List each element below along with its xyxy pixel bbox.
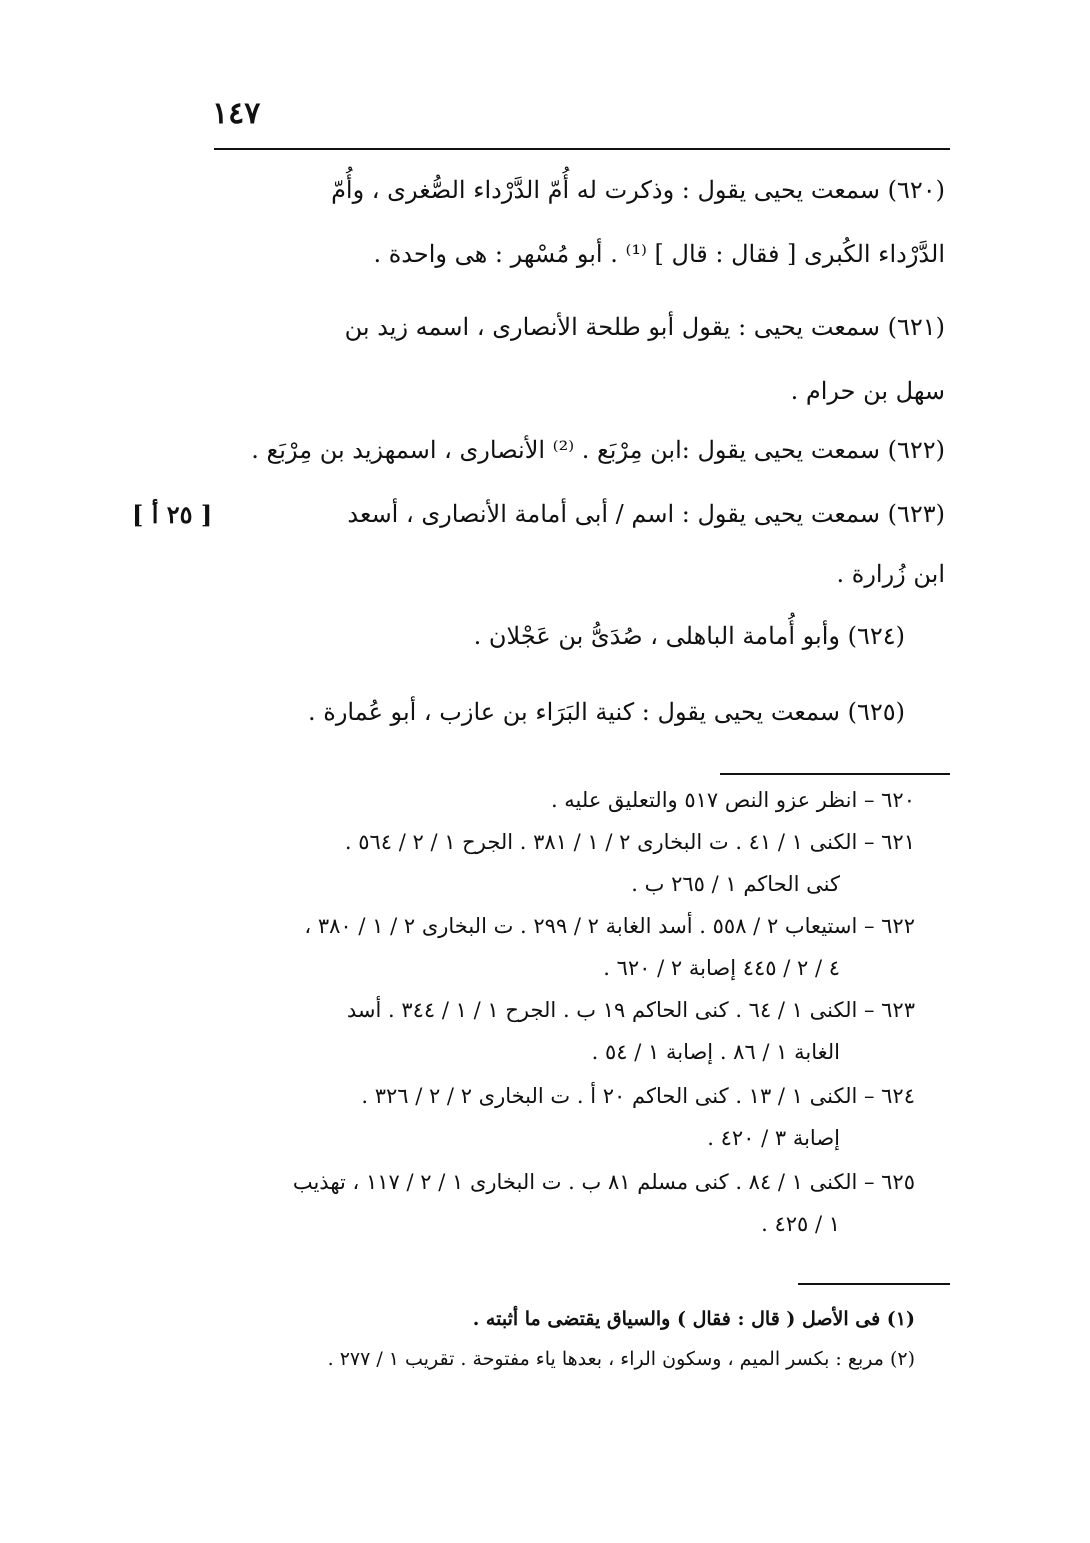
note-622-line-2: ٤ / ٢ / ٤٤٥ إصابة ٢ / ٦٢٠ .	[603, 956, 840, 980]
note-623-line-2: الغابة ١ / ٨٦ . إصابة ١ / ٥٤ .	[591, 1040, 840, 1064]
entry-623-line-1: (٦٢٣) سمعت يحيى يقول : اسم / أبى أمامة الأنصارى ، أسعد	[347, 500, 945, 528]
entry-621-line-2: سهل بن حرام .	[790, 377, 945, 405]
note-621-line-1: ٦٢١ – الكنى ١ / ٤١ . ت البخارى ٢ / ١ / ٣٨١ . الجرح ١ / ٢ / ٥٦٤ .	[344, 830, 915, 854]
note-625-line-2: ١ / ٤٢٥ .	[761, 1212, 840, 1236]
entry-623-line-2: ابن زُرارة .	[836, 560, 945, 588]
entry-620-line-1: (٦٢٠) سمعت يحيى يقول : وذكرت له أُمّ الدَّرْداء الصُّغرى ، وأُمّ	[331, 176, 945, 204]
footnote-2: (٢) مربع : بكسر الميم ، وسكون الراء ، بعدها ياء مفتوحة . تقريب ١ / ٢٧٧ .	[327, 1348, 915, 1370]
footnotes-rule	[798, 1283, 950, 1285]
note-621-line-2: كنى الحاكم ١ / ٢٦٥ ب .	[631, 872, 840, 896]
note-622-line-1: ٦٢٢ – استيعاب ٢ / ٥٥٨ . أسد الغابة ٢ / ٢٩٩ . ت البخارى ٢ / ١ / ٣٨٠ ،	[304, 914, 915, 938]
footnote-1: (١) فى الأصل ( قال : فقال ) والسياق يقتضى ما أثبته .	[472, 1308, 915, 1330]
header-rule	[214, 148, 950, 150]
entry-625-line-1: (٦٢٥) سمعت يحيى يقول : كنية البَرَاء بن عازب ، أبو عُمارة .	[308, 698, 905, 726]
notes-rule	[720, 773, 950, 775]
note-624-line-2: إصابة ٣ / ٤٢٠ .	[707, 1126, 840, 1150]
page-number: ١٤٧	[212, 96, 261, 131]
entry-620-line-2: الدَّرْداء الكُبرى [ فقال : قال ] ⁽¹⁾ . أبو مُسْهر : هى واحدة .	[373, 240, 945, 268]
note-625-line-1: ٦٢٥ – الكنى ١ / ٨٤ . كنى مسلم ٨١ ب . ت البخارى ١ / ٢ / ١١٧ ، تهذيب	[292, 1170, 915, 1194]
margin-folio-marker: [ ٢٥ أ ]	[132, 500, 213, 529]
note-623-line-1: ٦٢٣ – الكنى ١ / ٦٤ . كنى الحاكم ١٩ ب . الجرح ١ / ١ / ٣٤٤ . أسد	[346, 998, 915, 1022]
entry-624-line-1: (٦٢٤) وأبو أُمامة الباهلى ، صُدَىُّ بن عَجْلان .	[473, 622, 905, 650]
entry-622-line-1: (٦٢٢) سمعت يحيى يقول :ابن مِرْبَع . ⁽²⁾ الأنصارى ، اسمهزيد بن مِرْبَع .	[251, 436, 945, 464]
entry-621-line-1: (٦٢١) سمعت يحيى : يقول أبو طلحة الأنصارى ، اسمه زيد بن	[344, 313, 945, 341]
note-620-line-1: ٦٢٠ – انظر عزو النص ٥١٧ والتعليق عليه .	[550, 788, 915, 812]
note-624-line-1: ٦٢٤ – الكنى ١ / ١٣ . كنى الحاكم ٢٠ أ . ت البخارى ٢ / ٢ / ٣٢٦ .	[361, 1084, 915, 1108]
